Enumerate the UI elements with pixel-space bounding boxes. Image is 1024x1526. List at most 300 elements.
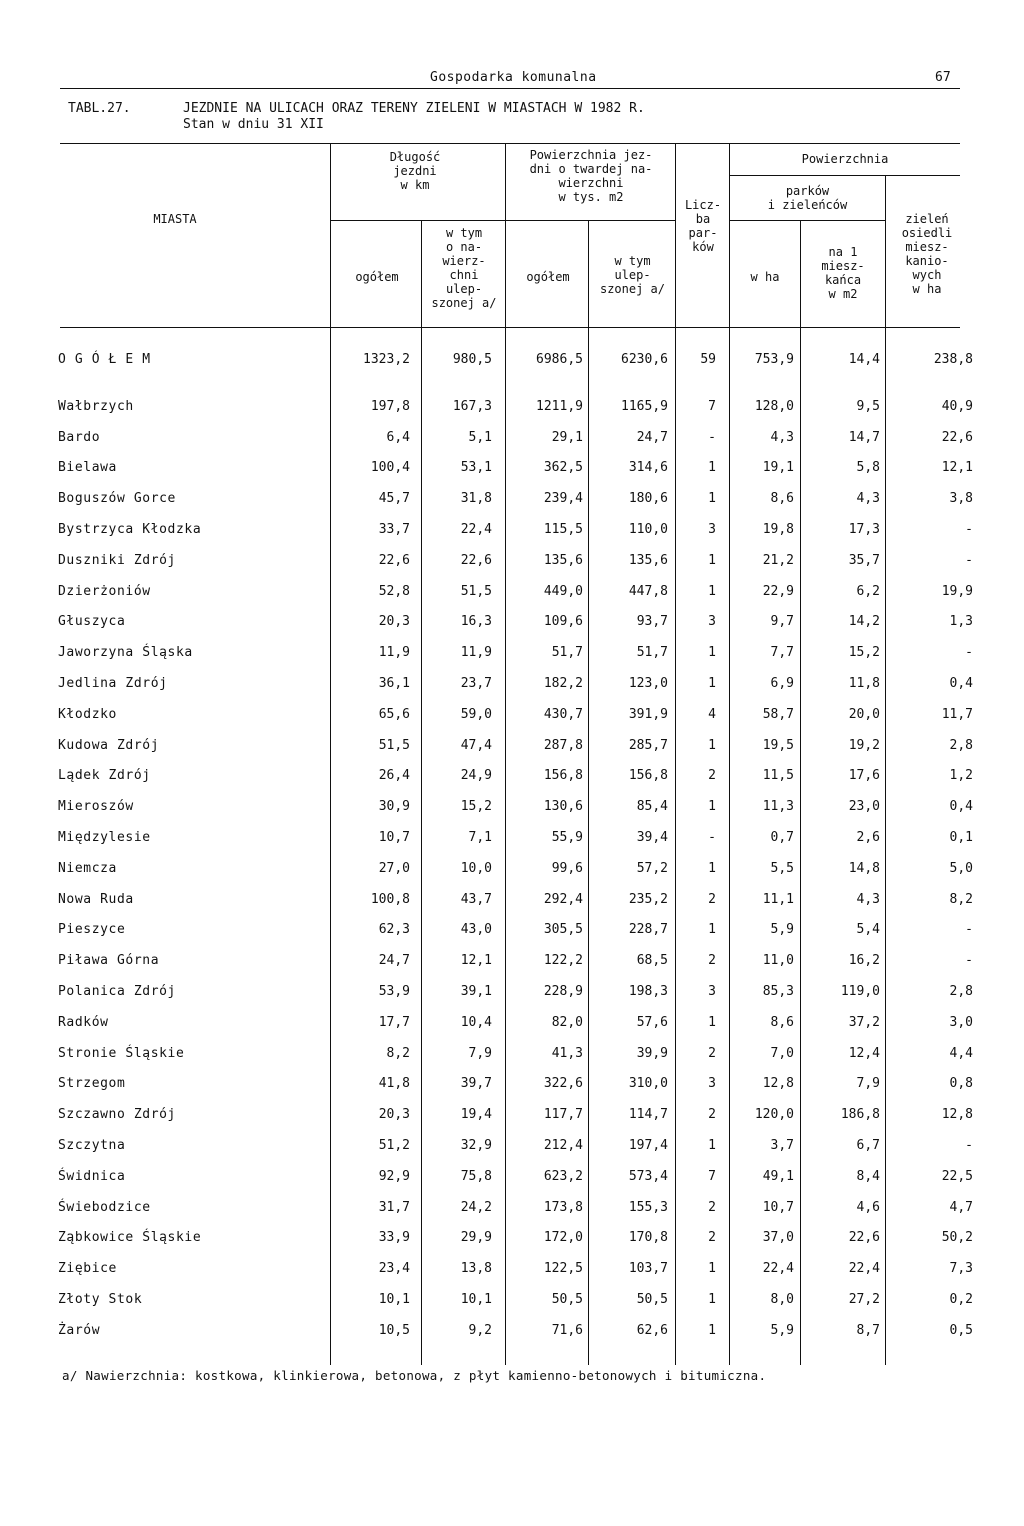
cell-c3: 212,4 xyxy=(543,1138,583,1153)
cell-c3: 6986,5 xyxy=(536,352,583,367)
header-dlugosc: Długość jezdni w km xyxy=(389,150,441,192)
cell-c4: 1165,9 xyxy=(621,398,668,414)
row-city-name: Piława Górna xyxy=(58,953,160,969)
cell-c8: 1,2 xyxy=(949,768,973,784)
cell-c1: 23,4 xyxy=(378,1261,410,1277)
cell-c8: 8,2 xyxy=(949,891,973,907)
cell-c4: 447,8 xyxy=(628,583,668,599)
cell-c3: 173,8 xyxy=(543,1199,583,1215)
header-pow-ogolem: ogółem xyxy=(526,270,570,284)
cell-c8: 50,2 xyxy=(941,1230,973,1246)
cell-c8: - xyxy=(965,522,973,537)
cell-c4: 228,7 xyxy=(628,922,668,938)
cell-c2: 31,8 xyxy=(460,491,492,507)
cell-c3: 322,6 xyxy=(543,1076,583,1092)
cell-c2: 24,9 xyxy=(460,768,492,784)
cell-c7: 19,2 xyxy=(848,737,880,753)
cell-c6: 11,5 xyxy=(762,768,794,784)
cell-c8: 0,2 xyxy=(949,1292,973,1307)
cell-c3: 122,5 xyxy=(543,1261,583,1277)
cell-c3: 130,6 xyxy=(543,799,583,815)
table-row xyxy=(0,892,1024,916)
cell-c7: 20,0 xyxy=(848,706,880,722)
cell-c1: 33,9 xyxy=(378,1230,410,1246)
cell-c8: 12,1 xyxy=(941,460,973,476)
cell-c1: 10,7 xyxy=(378,830,410,845)
cell-c8: - xyxy=(965,645,973,661)
cell-c7: 5,8 xyxy=(856,460,880,476)
cell-c4: 235,2 xyxy=(628,891,668,907)
cell-c6: 128,0 xyxy=(754,398,794,414)
cell-c6: 7,0 xyxy=(770,1045,794,1061)
cell-c7: 15,2 xyxy=(848,645,880,661)
cell-c6: 37,0 xyxy=(762,1230,794,1246)
cell-c2: 16,3 xyxy=(460,614,492,630)
cell-c3: 362,5 xyxy=(543,460,583,476)
cell-c8: 0,5 xyxy=(949,1322,973,1338)
table-row xyxy=(0,1200,1024,1224)
cell-c5: - xyxy=(708,830,716,845)
cell-c4: 85,4 xyxy=(636,799,668,815)
cell-c2: 10,1 xyxy=(460,1292,492,1307)
cell-c2: 43,0 xyxy=(460,922,492,938)
cell-c7: 8,7 xyxy=(856,1322,880,1338)
cell-c1: 51,2 xyxy=(378,1138,410,1153)
cell-c4: 156,8 xyxy=(628,768,668,784)
cell-c1: 53,9 xyxy=(378,984,410,999)
cell-c6: 22,4 xyxy=(762,1261,794,1277)
cell-c8: 22,6 xyxy=(941,429,973,445)
cell-c6: 19,1 xyxy=(762,460,794,476)
cell-c5: 1 xyxy=(708,1014,716,1030)
cell-c2: 75,8 xyxy=(460,1168,492,1184)
cell-c5: 4 xyxy=(708,706,716,722)
cell-c8: 4,7 xyxy=(949,1199,973,1215)
header-miasta: MIASTA xyxy=(153,212,197,226)
cell-c5: 1 xyxy=(708,860,716,876)
cell-c1: 1323,2 xyxy=(363,352,410,367)
cell-c7: 8,4 xyxy=(856,1168,880,1184)
cell-c2: 23,7 xyxy=(460,676,492,691)
table-row xyxy=(0,491,1024,515)
cell-c1: 33,7 xyxy=(378,522,410,537)
table-row xyxy=(0,1015,1024,1039)
cell-c5: 3 xyxy=(708,984,716,999)
cell-c3: 287,8 xyxy=(543,737,583,753)
cell-c7: 4,3 xyxy=(856,891,880,907)
cell-c1: 20,3 xyxy=(378,1107,410,1123)
cell-c3: 29,1 xyxy=(551,429,583,445)
table-row xyxy=(0,830,1024,854)
cell-c7: 16,2 xyxy=(848,953,880,969)
cell-c8: 5,0 xyxy=(949,860,973,876)
cell-c4: 391,9 xyxy=(628,706,668,722)
cell-c6: 19,5 xyxy=(762,737,794,753)
cell-c2: 51,5 xyxy=(460,583,492,599)
cell-c7: 14,4 xyxy=(848,352,880,367)
cell-c7: 14,8 xyxy=(848,860,880,876)
row-city-name: Szczawno Zdrój xyxy=(58,1107,176,1123)
cell-c8: 3,0 xyxy=(949,1014,973,1030)
cell-c6: 5,5 xyxy=(770,860,794,876)
cell-c6: 753,9 xyxy=(754,352,794,367)
cell-c6: 58,7 xyxy=(762,706,794,722)
cell-c4: 285,7 xyxy=(628,737,668,753)
cell-c6: 22,9 xyxy=(762,583,794,599)
cell-c4: 198,3 xyxy=(628,984,668,999)
footnote: a/ Nawierzchnia: kostkowa, klinkierowa, betonowa, z płyt kamienno-betonowych i bitumiczna. xyxy=(62,1368,767,1383)
row-city-name: Dzierżoniów xyxy=(58,583,151,599)
table-row xyxy=(0,1138,1024,1162)
row-city-name: Wałbrzych xyxy=(58,398,134,414)
cell-c5: 3 xyxy=(708,1076,716,1092)
page-number: 67 xyxy=(935,70,951,85)
header-liczba-parkow: Licz- ba par- ków xyxy=(684,198,722,254)
cell-c4: 310,0 xyxy=(628,1076,668,1092)
cell-c1: 36,1 xyxy=(378,676,410,691)
table-row xyxy=(0,522,1024,546)
cell-c4: 68,5 xyxy=(636,953,668,969)
cell-c1: 8,2 xyxy=(386,1045,410,1061)
cell-c3: 172,0 xyxy=(543,1230,583,1246)
cell-c5: 1 xyxy=(708,799,716,815)
cell-c1: 26,4 xyxy=(378,768,410,784)
cell-c7: 119,0 xyxy=(840,984,880,999)
cell-c7: 5,4 xyxy=(856,922,880,938)
cell-c6: 11,1 xyxy=(762,891,794,907)
cell-c1: 11,9 xyxy=(378,645,410,661)
cell-c8: 7,3 xyxy=(949,1261,973,1277)
table-row xyxy=(0,1323,1024,1347)
cell-c1: 197,8 xyxy=(370,398,410,414)
cell-c3: 55,9 xyxy=(551,830,583,845)
cell-c6: 85,3 xyxy=(762,984,794,999)
row-city-name: Strzegom xyxy=(58,1076,126,1092)
cell-c6: 120,0 xyxy=(754,1107,794,1123)
cell-c2: 47,4 xyxy=(460,737,492,753)
header-zielen-osiedli: zieleń osiedli miesz- kanio- wych w ha xyxy=(901,212,953,296)
cell-c4: 93,7 xyxy=(636,614,668,630)
cell-c2: 24,2 xyxy=(460,1199,492,1215)
cell-c1: 20,3 xyxy=(378,614,410,630)
cell-c4: 114,7 xyxy=(628,1107,668,1123)
row-city-name: Kudowa Zdrój xyxy=(58,737,160,753)
cell-c3: 117,7 xyxy=(543,1107,583,1123)
cell-c3: 135,6 xyxy=(543,552,583,568)
cell-c3: 41,3 xyxy=(551,1045,583,1061)
cell-c3: 239,4 xyxy=(543,491,583,507)
cell-c5: 1 xyxy=(708,460,716,476)
row-city-name: Boguszów Gorce xyxy=(58,491,176,507)
table-row xyxy=(0,738,1024,762)
table-row xyxy=(0,1169,1024,1193)
cell-c5: 3 xyxy=(708,522,716,537)
cell-c4: 110,0 xyxy=(628,522,668,537)
cell-c2: 10,0 xyxy=(460,860,492,876)
cell-c6: 8,6 xyxy=(770,491,794,507)
cell-c1: 100,4 xyxy=(370,460,410,476)
cell-c6: 10,7 xyxy=(762,1199,794,1215)
row-city-name: Żarów xyxy=(58,1322,101,1338)
cell-c2: 9,2 xyxy=(468,1322,492,1338)
cell-c5: 1 xyxy=(708,1138,716,1153)
cell-c5: 1 xyxy=(708,737,716,753)
cell-c3: 82,0 xyxy=(551,1014,583,1030)
cell-c5: 1 xyxy=(708,583,716,599)
cell-c5: 7 xyxy=(708,1168,716,1184)
cell-c8: 11,7 xyxy=(941,706,973,722)
cell-c8: 2,8 xyxy=(949,737,973,753)
cell-c7: 9,5 xyxy=(856,398,880,414)
cell-c4: 62,6 xyxy=(636,1322,668,1338)
cell-c2: 39,1 xyxy=(460,984,492,999)
row-city-name: Bardo xyxy=(58,429,101,445)
table-subtitle: Stan w dniu 31 XII xyxy=(183,117,324,132)
cell-c4: 197,4 xyxy=(628,1138,668,1153)
cell-c3: 1211,9 xyxy=(536,398,583,414)
cell-c7: 6,2 xyxy=(856,583,880,599)
row-city-name: Nowa Ruda xyxy=(58,891,134,907)
cell-c3: 71,6 xyxy=(551,1322,583,1338)
header-bottom-rule xyxy=(60,327,960,328)
row-city-name: Międzylesie xyxy=(58,830,151,845)
cell-c1: 92,9 xyxy=(378,1168,410,1184)
cell-c2: 7,9 xyxy=(468,1045,492,1061)
cell-c5: 3 xyxy=(708,614,716,630)
cell-c6: 9,7 xyxy=(770,614,794,630)
cell-c4: 135,6 xyxy=(628,552,668,568)
cell-c5: 2 xyxy=(708,1199,716,1215)
cell-c3: 51,7 xyxy=(551,645,583,661)
cell-c4: 51,7 xyxy=(636,645,668,661)
table-row xyxy=(0,922,1024,946)
header-w-ha: w ha xyxy=(750,270,780,284)
cell-c8: - xyxy=(965,1138,973,1153)
cell-c4: 103,7 xyxy=(628,1261,668,1277)
cell-c7: 23,0 xyxy=(848,799,880,815)
cell-c8: 19,9 xyxy=(941,583,973,599)
cell-c1: 51,5 xyxy=(378,737,410,753)
cell-c1: 62,3 xyxy=(378,922,410,938)
row-city-name: Mieroszów xyxy=(58,799,134,815)
running-title: Gospodarka komunalna xyxy=(430,70,597,85)
cell-c6: 12,8 xyxy=(762,1076,794,1092)
cell-c8: 22,5 xyxy=(941,1168,973,1184)
row-city-name: Szczytna xyxy=(58,1138,126,1153)
row-city-name: Jedlina Zdrój xyxy=(58,676,168,691)
cell-c5: 2 xyxy=(708,768,716,784)
cell-c2: 5,1 xyxy=(468,429,492,445)
row-city-name: Ząbkowice Śląskie xyxy=(58,1230,202,1246)
header-pow-jezdni: Powierzchnia jez- dni o twardej na- wierzchni w tys. m2 xyxy=(529,148,653,204)
cell-c3: 99,6 xyxy=(551,860,583,876)
cell-c7: 11,8 xyxy=(848,676,880,691)
top-rule xyxy=(60,88,960,89)
table-row xyxy=(0,953,1024,977)
table-row xyxy=(0,430,1024,454)
cell-c6: 8,0 xyxy=(770,1292,794,1307)
cell-c1: 6,4 xyxy=(386,429,410,445)
cell-c2: 167,3 xyxy=(452,398,492,414)
table-row xyxy=(0,799,1024,823)
header-parkow-zielencow: parków i zieleńców xyxy=(767,184,848,212)
cell-c5: 1 xyxy=(708,922,716,938)
cell-c8: 238,8 xyxy=(933,352,973,367)
cell-c3: 623,2 xyxy=(543,1168,583,1184)
cell-c3: 228,9 xyxy=(543,984,583,999)
table-row xyxy=(0,1261,1024,1285)
row-city-name: Ziębice xyxy=(58,1261,117,1277)
cell-c6: 11,0 xyxy=(762,953,794,969)
cell-c2: 10,4 xyxy=(460,1014,492,1030)
cell-c8: 40,9 xyxy=(941,398,973,414)
cell-c2: 29,9 xyxy=(460,1230,492,1246)
cell-c2: 13,8 xyxy=(460,1261,492,1277)
table-row xyxy=(0,1076,1024,1100)
cell-c6: 19,8 xyxy=(762,522,794,537)
table-row xyxy=(0,768,1024,792)
cell-c7: 17,3 xyxy=(848,522,880,537)
row-city-name: Radków xyxy=(58,1014,109,1030)
cell-c1: 52,8 xyxy=(378,583,410,599)
row-city-name: Lądek Zdrój xyxy=(58,768,151,784)
cell-c5: 2 xyxy=(708,1107,716,1123)
cell-c3: 430,7 xyxy=(543,706,583,722)
cell-c3: 305,5 xyxy=(543,922,583,938)
cell-c5: 1 xyxy=(708,552,716,568)
cell-c7: 186,8 xyxy=(840,1107,880,1123)
cell-c1: 27,0 xyxy=(378,860,410,876)
cell-c8: - xyxy=(965,922,973,938)
header-na-mieszk: na 1 miesz- kańca w m2 xyxy=(821,245,865,301)
cell-c5: 2 xyxy=(708,1230,716,1246)
cell-c6: 11,3 xyxy=(762,799,794,815)
cell-c8: 0,4 xyxy=(949,676,973,691)
row-city-name: Niemcza xyxy=(58,860,117,876)
cell-c1: 65,6 xyxy=(378,706,410,722)
cell-c4: 170,8 xyxy=(628,1230,668,1246)
cell-c2: 19,4 xyxy=(460,1107,492,1123)
cell-c1: 10,5 xyxy=(378,1322,410,1338)
cell-c3: 182,2 xyxy=(543,676,583,691)
cell-c4: 6230,6 xyxy=(621,352,668,367)
header-powierzchnia: Powierzchnia xyxy=(801,152,889,166)
cell-c7: 4,3 xyxy=(856,491,880,507)
table-row xyxy=(0,1230,1024,1254)
row-city-name: Złoty Stok xyxy=(58,1292,143,1307)
cell-c4: 123,0 xyxy=(628,676,668,691)
cell-c8: 0,4 xyxy=(949,799,973,815)
row-city-name: Stronie Śląskie xyxy=(58,1045,185,1061)
cell-c2: 59,0 xyxy=(460,706,492,722)
cell-c2: 39,7 xyxy=(460,1076,492,1092)
cell-c6: 5,9 xyxy=(770,922,794,938)
cell-c6: 21,2 xyxy=(762,552,794,568)
cell-c2: 53,1 xyxy=(460,460,492,476)
row-city-name: Głuszyca xyxy=(58,614,126,630)
cell-c2: 22,6 xyxy=(460,552,492,568)
table-row xyxy=(0,553,1024,577)
cell-c4: 573,4 xyxy=(628,1168,668,1184)
header-dl-wtym: w tym o na- wierz- chni ulep- szonej a/ xyxy=(431,226,497,310)
cell-c8: - xyxy=(965,552,973,568)
cell-c2: 22,4 xyxy=(460,522,492,537)
cell-c2: 11,9 xyxy=(460,645,492,661)
table-row xyxy=(0,645,1024,669)
row-city-name: Bystrzyca Kłodzka xyxy=(58,522,202,537)
row-city-name: Jaworzyna Śląska xyxy=(58,645,193,661)
row-city-name: Duszniki Zdrój xyxy=(58,552,176,568)
cell-c1: 45,7 xyxy=(378,491,410,507)
cell-c8: 1,3 xyxy=(949,614,973,630)
header-pow-wtym: w tym ulep- szonej a/ xyxy=(599,254,666,296)
table-row xyxy=(0,1292,1024,1316)
cell-c8: 2,8 xyxy=(949,984,973,999)
cell-c7: 2,6 xyxy=(856,830,880,845)
row-city-name: Polanica Zdrój xyxy=(58,984,176,999)
cell-c4: 155,3 xyxy=(628,1199,668,1215)
cell-c3: 156,8 xyxy=(543,768,583,784)
cell-c5: 1 xyxy=(708,1261,716,1277)
table-row xyxy=(0,614,1024,638)
table-row xyxy=(0,584,1024,608)
cell-c7: 22,4 xyxy=(848,1261,880,1277)
cell-c1: 10,1 xyxy=(378,1292,410,1307)
table-row xyxy=(0,1046,1024,1070)
cell-c4: 24,7 xyxy=(636,429,668,445)
cell-c7: 17,6 xyxy=(848,768,880,784)
cell-c8: 4,4 xyxy=(949,1045,973,1061)
cell-c5: 1 xyxy=(708,1322,716,1338)
cell-c5: 2 xyxy=(708,953,716,969)
cell-c7: 12,4 xyxy=(848,1045,880,1061)
cell-c5: 1 xyxy=(708,491,716,507)
cell-c6: 6,9 xyxy=(770,676,794,691)
table-row xyxy=(0,1107,1024,1131)
cell-c6: 4,3 xyxy=(770,429,794,445)
cell-c4: 57,6 xyxy=(636,1014,668,1030)
cell-c4: 50,5 xyxy=(636,1292,668,1307)
table-row xyxy=(0,707,1024,731)
table-row xyxy=(0,460,1024,484)
cell-c7: 4,6 xyxy=(856,1199,880,1215)
cell-c8: 0,8 xyxy=(949,1076,973,1092)
header-top-rule xyxy=(60,143,960,144)
table-row xyxy=(0,861,1024,885)
cell-c3: 292,4 xyxy=(543,891,583,907)
cell-c6: 3,7 xyxy=(770,1138,794,1153)
cell-c7: 14,7 xyxy=(848,429,880,445)
cell-c2: 7,1 xyxy=(468,830,492,845)
cell-c1: 41,8 xyxy=(378,1076,410,1092)
cell-c8: 3,8 xyxy=(949,491,973,507)
cell-c7: 37,2 xyxy=(848,1014,880,1030)
table-row xyxy=(0,676,1024,700)
cell-c2: 15,2 xyxy=(460,799,492,815)
header-dl-ogolem: ogółem xyxy=(355,270,399,284)
cell-c1: 17,7 xyxy=(378,1014,410,1030)
cell-c6: 5,9 xyxy=(770,1322,794,1338)
cell-c1: 31,7 xyxy=(378,1199,410,1215)
cell-c2: 43,7 xyxy=(460,891,492,907)
table-label: TABL.27. xyxy=(68,101,131,116)
cell-c5: 1 xyxy=(708,645,716,661)
cell-c6: 0,7 xyxy=(770,830,794,845)
cell-c3: 109,6 xyxy=(543,614,583,630)
cell-c4: 39,9 xyxy=(636,1045,668,1061)
cell-c4: 180,6 xyxy=(628,491,668,507)
cell-c7: 14,2 xyxy=(848,614,880,630)
